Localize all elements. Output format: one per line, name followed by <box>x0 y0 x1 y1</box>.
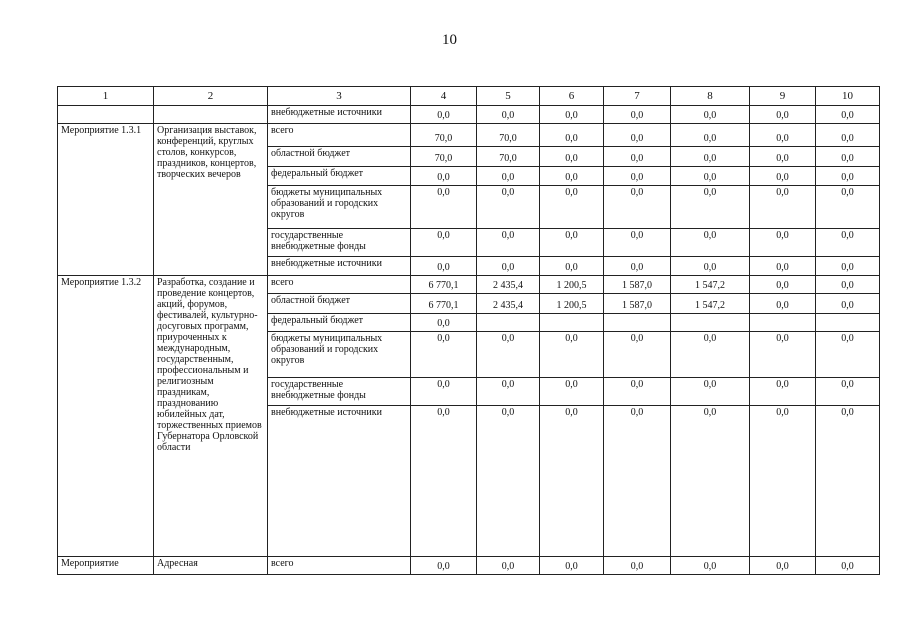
value-cell: 1 587,0 <box>604 294 671 314</box>
value-cell: 0,0 <box>411 378 477 406</box>
value-cell: 0,0 <box>477 106 540 124</box>
value-cell: 0,0 <box>816 257 880 276</box>
value-cell: 0,0 <box>816 147 880 167</box>
value-cell <box>671 314 750 332</box>
data-row <box>58 276 880 294</box>
value-cell: 0,0 <box>671 229 750 257</box>
activity-description: Организация выставок, конференций, круглых столов, конкурсов, праздников, концертов, творческих вечеров <box>154 124 268 276</box>
value-cell: 6 770,1 <box>411 294 477 314</box>
value-cell: 0,0 <box>671 124 750 147</box>
value-cell: 0,0 <box>604 378 671 406</box>
value-cell: 0,0 <box>671 257 750 276</box>
activity-description: Адресная <box>154 557 268 575</box>
source-cell: внебюджетные источники <box>268 406 411 557</box>
value-cell: 0,0 <box>540 124 604 147</box>
value-cell: 0,0 <box>477 332 540 378</box>
source-cell: бюджеты муниципальных образований и городских округов <box>268 186 411 229</box>
value-cell: 1 547,2 <box>671 294 750 314</box>
value-cell: 0,0 <box>604 147 671 167</box>
value-cell: 0,0 <box>671 557 750 575</box>
value-cell: 0,0 <box>750 294 816 314</box>
value-cell: 0,0 <box>540 186 604 229</box>
value-cell: 0,0 <box>540 167 604 186</box>
value-cell <box>750 314 816 332</box>
value-cell: 0,0 <box>604 332 671 378</box>
source-cell: бюджеты муниципальных образований и городских округов <box>268 332 411 378</box>
value-cell: 0,0 <box>540 106 604 124</box>
value-cell: 0,0 <box>750 332 816 378</box>
value-cell: 0,0 <box>411 167 477 186</box>
value-cell: 0,0 <box>411 314 477 332</box>
value-cell: 0,0 <box>671 167 750 186</box>
value-cell: 0,0 <box>477 406 540 557</box>
value-cell: 0,0 <box>477 186 540 229</box>
value-cell: 0,0 <box>604 406 671 557</box>
value-cell: 0,0 <box>816 186 880 229</box>
activity-id: Мероприятие 1.3.1 <box>58 124 154 276</box>
value-cell <box>540 314 604 332</box>
header-cell: 10 <box>816 87 880 106</box>
description-cell <box>154 106 268 124</box>
value-cell: 0,0 <box>604 124 671 147</box>
value-cell: 0,0 <box>411 557 477 575</box>
value-cell: 70,0 <box>477 147 540 167</box>
value-cell: 0,0 <box>604 186 671 229</box>
header-cell: 7 <box>604 87 671 106</box>
value-cell: 1 200,5 <box>540 276 604 294</box>
source-cell: государственные внебюджетные фонды <box>268 229 411 257</box>
value-cell: 0,0 <box>750 229 816 257</box>
value-cell: 1 547,2 <box>671 276 750 294</box>
budget-table <box>57 86 880 575</box>
value-cell: 0,0 <box>671 332 750 378</box>
value-cell: 1 587,0 <box>604 276 671 294</box>
value-cell: 0,0 <box>750 406 816 557</box>
value-cell <box>477 314 540 332</box>
value-cell: 0,0 <box>816 167 880 186</box>
value-cell: 70,0 <box>411 124 477 147</box>
value-cell: 2 435,4 <box>477 276 540 294</box>
source-cell: областной бюджет <box>268 147 411 167</box>
value-cell: 0,0 <box>750 147 816 167</box>
value-cell: 0,0 <box>671 186 750 229</box>
value-cell: 0,0 <box>750 378 816 406</box>
header-cell: 1 <box>58 87 154 106</box>
value-cell: 0,0 <box>540 229 604 257</box>
header-row <box>58 87 880 106</box>
value-cell: 0,0 <box>816 276 880 294</box>
source-cell: федеральный бюджет <box>268 314 411 332</box>
source-cell: внебюджетные источники <box>268 257 411 276</box>
header-cell: 4 <box>411 87 477 106</box>
value-cell: 0,0 <box>750 186 816 229</box>
activity-id: Мероприятие 1.3.2 <box>58 276 154 557</box>
source-cell: всего <box>268 557 411 575</box>
source-cell: внебюджетные источники <box>268 106 411 124</box>
value-cell: 0,0 <box>750 106 816 124</box>
value-cell: 6 770,1 <box>411 276 477 294</box>
value-cell <box>816 314 880 332</box>
header-cell: 2 <box>154 87 268 106</box>
value-cell: 0,0 <box>816 332 880 378</box>
carry-row <box>58 106 880 124</box>
source-cell: федеральный бюджет <box>268 167 411 186</box>
value-cell: 0,0 <box>750 257 816 276</box>
source-cell: областной бюджет <box>268 294 411 314</box>
value-cell: 0,0 <box>411 257 477 276</box>
header-cell: 5 <box>477 87 540 106</box>
value-cell: 0,0 <box>540 557 604 575</box>
activity-cell <box>58 106 154 124</box>
value-cell: 0,0 <box>604 257 671 276</box>
header-cell: 9 <box>750 87 816 106</box>
value-cell: 0,0 <box>816 229 880 257</box>
value-cell: 70,0 <box>411 147 477 167</box>
value-cell: 0,0 <box>816 557 880 575</box>
header-cell: 3 <box>268 87 411 106</box>
activity-id: Мероприятие <box>58 557 154 575</box>
data-row <box>58 124 880 147</box>
value-cell: 2 435,4 <box>477 294 540 314</box>
source-cell: всего <box>268 124 411 147</box>
value-cell: 0,0 <box>540 257 604 276</box>
value-cell: 0,0 <box>816 106 880 124</box>
activity-description: Разработка, создание и проведение концертов, акций, форумов, фестивалей, культурно-досуговых программ, приуроченных к международным, государственным, профессиональным и религиозным праздникам, празднованию юбилейных дат, торжественных приемов Губернатора Орловской области <box>154 276 268 557</box>
value-cell: 0,0 <box>411 229 477 257</box>
header-cell: 6 <box>540 87 604 106</box>
value-cell: 0,0 <box>671 106 750 124</box>
value-cell: 0,0 <box>750 167 816 186</box>
value-cell: 0,0 <box>411 332 477 378</box>
value-cell: 0,0 <box>411 406 477 557</box>
value-cell: 0,0 <box>816 378 880 406</box>
value-cell: 70,0 <box>477 124 540 147</box>
source-cell: всего <box>268 276 411 294</box>
value-cell: 0,0 <box>604 557 671 575</box>
value-cell: 0,0 <box>750 557 816 575</box>
source-cell: государственные внебюджетные фонды <box>268 378 411 406</box>
value-cell: 0,0 <box>477 167 540 186</box>
value-cell <box>604 314 671 332</box>
header-cell: 8 <box>671 87 750 106</box>
page-number: 10 <box>442 32 457 48</box>
value-cell: 1 200,5 <box>540 294 604 314</box>
value-cell: 0,0 <box>411 106 477 124</box>
value-cell: 0,0 <box>540 378 604 406</box>
value-cell: 0,0 <box>540 332 604 378</box>
value-cell: 0,0 <box>816 406 880 557</box>
value-cell: 0,0 <box>540 147 604 167</box>
value-cell: 0,0 <box>477 378 540 406</box>
value-cell: 0,0 <box>477 557 540 575</box>
value-cell: 0,0 <box>604 106 671 124</box>
value-cell: 0,0 <box>411 186 477 229</box>
value-cell: 0,0 <box>671 406 750 557</box>
data-row <box>58 557 880 575</box>
value-cell: 0,0 <box>671 378 750 406</box>
value-cell: 0,0 <box>604 167 671 186</box>
value-cell: 0,0 <box>750 124 816 147</box>
value-cell: 0,0 <box>816 294 880 314</box>
value-cell: 0,0 <box>540 406 604 557</box>
value-cell: 0,0 <box>477 229 540 257</box>
value-cell: 0,0 <box>671 147 750 167</box>
value-cell: 0,0 <box>816 124 880 147</box>
value-cell: 0,0 <box>477 257 540 276</box>
value-cell: 0,0 <box>604 229 671 257</box>
value-cell: 0,0 <box>750 276 816 294</box>
